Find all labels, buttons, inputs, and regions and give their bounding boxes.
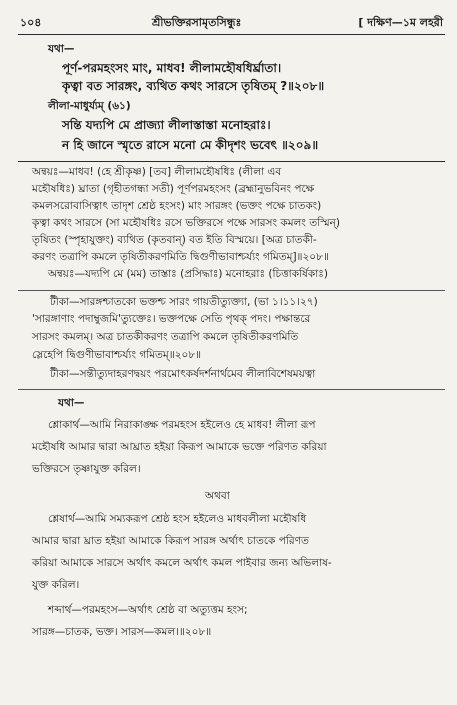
anvaya-divider [18,290,445,291]
tika-line: 'সারঙ্গাণাং পদাম্বুজমি'ত্যুক্তেঃ। ভক্তপক্ষে সেতি পৃথক্ পদং। পক্ষান্তরে [32,313,311,325]
alternate-label: অথবা [205,490,230,502]
pun-meaning-line: যুক্ত করিল। [32,579,80,591]
anvaya-line: কৃত্বা কথং সারসে (সা মহৌষধিঃ রসে ভক্তিরসে পক্ষে সারসং কমলং তস্মিন্) [32,217,340,229]
translation-line: শ্লোকার্থ—আমি নিরাকাঙ্ক্ষ পরমহংস হইলেও হে মাধব! লীলা রূপ [48,419,316,431]
verse-line-1: পূর্ণ-পরমহংসং মাং, মাধব! লীলামহৌষধির্ঘ্রাতা। [62,61,282,75]
tika-line: টীকা—সন্তীত্যুদাহরণদ্বয়ং পরমোৎকর্ষদর্শনার্থমেব লীলাবিশেষময়ত্বা [50,368,316,380]
page-number: ১০৪ [20,16,42,29]
anvaya-line: তৃষিতং (স্পৃহাযুক্তং) ব্যথিত (কৃতবান্) বত ইতি বিস্ময়ে। [অত্র চাতকী- [32,234,317,246]
anvaya-line: অন্বয়ঃ—যদ্যপি মে (মম) তাস্তাঃ (প্রসিদ্ধাঃ) মনোহরাঃ (চিত্তাকর্ষিকাঃ) [48,268,328,280]
translation-line: মহৌষধি আমার দ্বারা আঘ্রাত হইয়া কিরূপ আমাকে ভক্তে পরিণত করিয়া [32,441,327,453]
tika-divider [18,389,445,390]
anvaya-line: করণং তত্রাপি কমলে তৃষিতীকরণমিতি দ্বিগুণীভাবাশ্চর্য্যং গমিতম্]॥২০৮॥ [32,251,329,263]
book-title: শ্রীভক্তিরসামৃতসিন্ধুঃ [152,16,242,29]
verse-divider [18,161,445,162]
anvaya-line: মহৌষধিঃ) ঘ্রাতা (গৃহীতগন্ধা সতী) পূর্ণপরমহংসং (ব্রহ্মানুভবিনং পক্ষে [32,183,315,195]
tika-line: সারসং কমলম্। অত্র চাতকীকরণং তত্রাপি কমলে তৃষিতীকরণমিতি [32,331,299,343]
chapter-label: [ দক্ষিণ—১ম লহরী [358,16,443,29]
pun-meaning-line: শ্লেষার্থ—আমি সম্যকরূপ শ্রেষ্ঠ হংস হইলেও মাধবলীলা মহৌষধি [48,513,307,525]
pun-meaning-line: আমার দ্বারা ঘ্রাত হইয়া আমাকে কিরূপ সারঙ্গ অর্থাৎ চাতকে পরিণত [32,535,309,547]
pun-meaning-line: করিয়া আমাকে সারসে অর্থাৎ কমলে অর্থাৎ কমল পাইবার জন্য অভিলাষ- [32,557,332,569]
anvaya-line: অন্বয়ঃ—মাধব! (হে শ্রীকৃষ্ণ) [তব] লীলামহৌষধিঃ (লীলা এব [32,166,282,178]
header-divider [18,34,445,35]
tika-line: স্লেহেপি দ্বিগুণীভাবাশ্চর্য্যং গমিতম্॥২০৮॥ [32,349,202,361]
tika-line: টীকা—সারঙ্গশ্চাতকো ভক্তশ্চ সারং গায়তীত্যুক্ত্যা, (ভা ১।১১।২৭) [50,296,318,308]
word-meaning-line: শব্দার্থ—পরমহংস—অর্থাৎ শ্রেষ্ঠ বা অত্যুত্তম হংস; [48,604,248,616]
verse-line-2: কৃত্বা বত সারঙ্গং, ব্যথিত কথং সারসে তৃষিতম্ ?॥২০৮॥ [62,79,325,93]
translation-line: ভক্তিরসে তৃষ্ণাযুক্ত করিল। [32,463,141,475]
section-title: লীলা-মাধুর্য্যম্ (৬১) [48,100,131,112]
verse-line-3: সন্তি যদ্যপি মে প্রাজ্যা লীলাস্তাস্তা মনোহরাঃ। [62,118,271,132]
page-header [20,14,443,30]
translation-intro-label: যথা— [58,397,85,409]
word-meaning-line: সারঙ্গ—চাতক, ভক্ত। সারস—কমল।॥২০৮॥ [32,626,212,638]
verse-intro-label: যথা— [48,43,75,55]
verse-line-4: ন হি জানে স্মৃতে রাসে মনো মে কীদৃশং ভবেৎ ॥২০৯॥ [62,138,319,152]
anvaya-line: কমলসরোবাসিত্বাৎ তাদৃশ শ্রেষ্ঠ হংসং) মাং সারঙ্গং (ভক্তং পক্ষে চাতকং) [32,200,322,212]
